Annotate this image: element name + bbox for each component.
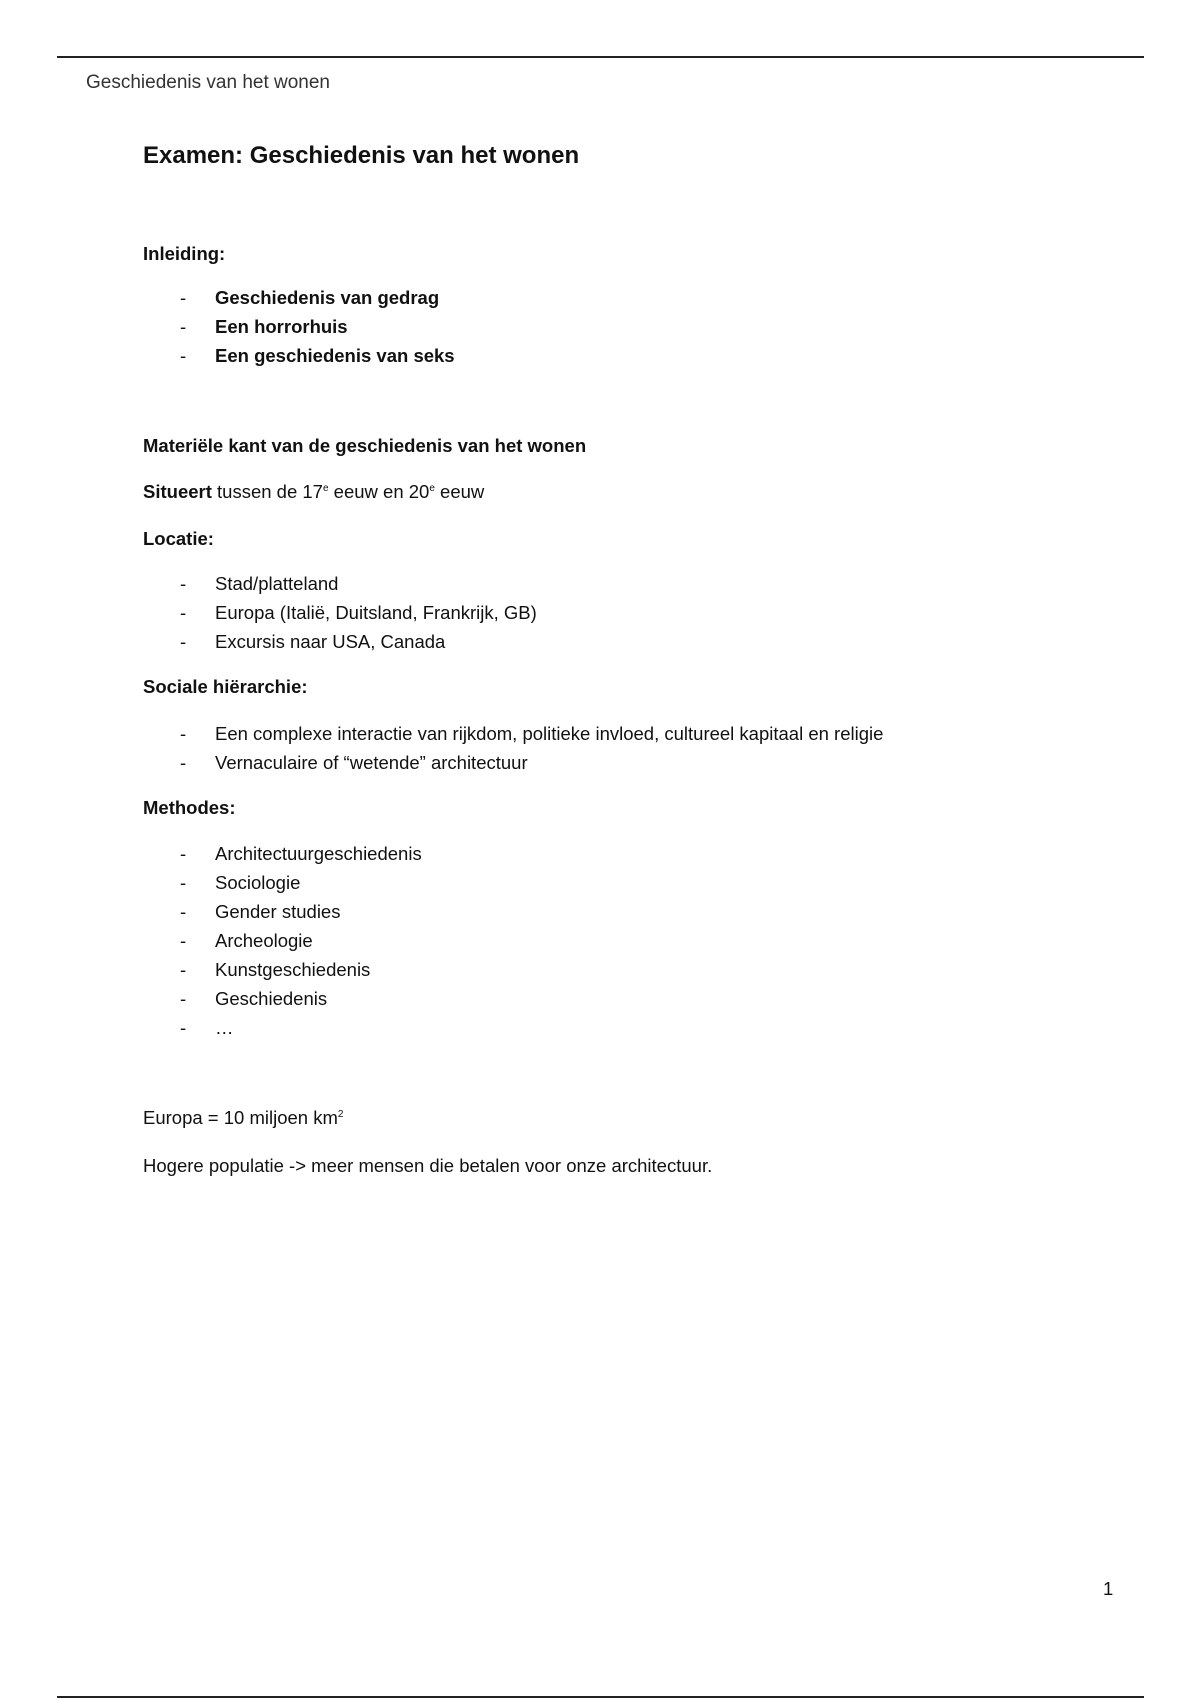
list-item-text: Een horrorhuis [215, 316, 348, 337]
list-item [143, 868, 422, 897]
list-item-text: … [215, 1017, 234, 1038]
list-item-text: Archeologie [215, 930, 313, 951]
intro-list [143, 283, 455, 370]
situeert-text-a: tussen de 17 [211, 481, 323, 502]
dash-bullet: - [180, 287, 187, 308]
list-item-text: Vernaculaire of “wetende” architectuur [215, 752, 528, 773]
dash-bullet: - [180, 930, 187, 951]
location-list-container [143, 569, 537, 656]
list-item [143, 283, 455, 312]
list-item [143, 926, 422, 955]
dash-bullet: - [180, 573, 187, 594]
social-list [143, 719, 883, 777]
dash-bullet: - [180, 872, 187, 893]
dash-bullet: - [180, 602, 187, 623]
dash-bullet: - [180, 631, 187, 652]
europe-text: Europa = 10 miljoen km [143, 1107, 338, 1128]
material-heading: Materiële kant van de geschiedenis van het wonen [143, 435, 587, 456]
list-item [143, 955, 422, 984]
list-item [143, 984, 422, 1013]
situeert-label: Situeert [143, 481, 212, 502]
situeert-line [143, 481, 484, 503]
list-item-text: Kunstgeschiedenis [215, 959, 371, 980]
europe-line [143, 1107, 343, 1129]
list-item-text: Europa (Italië, Duitsland, Frankrijk, GB) [215, 602, 537, 623]
intro-heading: Inleiding: [143, 243, 226, 264]
list-item-text: Een geschiedenis van seks [215, 345, 455, 366]
list-item [143, 897, 422, 926]
dash-bullet: - [180, 988, 187, 1009]
situeert-text-b: eeuw en 20 [328, 481, 430, 502]
document-title: Examen: Geschiedenis van het wonen [143, 142, 580, 169]
list-item-text: Excursis naar USA, Canada [215, 631, 446, 652]
list-item-text: Gender studies [215, 901, 341, 922]
methods-list-container [143, 839, 422, 1042]
list-item [143, 341, 455, 370]
header-rule [57, 56, 1144, 58]
methods-heading: Methodes: [143, 797, 236, 818]
intro-list-container [143, 283, 455, 370]
list-item-text: Geschiedenis [215, 988, 328, 1009]
page-number: 1 [1103, 1578, 1114, 1599]
list-item [143, 719, 883, 748]
dash-bullet: - [180, 345, 187, 366]
list-item-text: Een complexe interactie van rijkdom, politieke invloed, cultureel kapitaal en religie [215, 723, 884, 744]
social-heading: Sociale hiërarchie: [143, 676, 308, 697]
dash-bullet: - [180, 843, 187, 864]
dash-bullet: - [180, 1017, 187, 1038]
list-item-text: Geschiedenis van gedrag [215, 287, 440, 308]
location-heading: Locatie: [143, 528, 214, 549]
superscript-e: e [429, 482, 435, 494]
list-item [143, 1013, 422, 1042]
location-list [143, 569, 537, 656]
dash-bullet: - [180, 959, 187, 980]
list-item [143, 598, 537, 627]
running-header: Geschiedenis van het wonen [86, 72, 330, 93]
dash-bullet: - [180, 316, 187, 337]
social-list-container [143, 719, 883, 777]
list-item-text: Stad/platteland [215, 573, 339, 594]
list-item [143, 748, 883, 777]
superscript-e: e [322, 482, 329, 494]
list-item [143, 627, 537, 656]
dash-bullet: - [180, 901, 187, 922]
list-item [143, 569, 537, 598]
dash-bullet: - [180, 723, 187, 744]
list-item [143, 839, 422, 868]
dash-bullet: - [180, 752, 187, 773]
situeert-text-c: eeuw [434, 481, 485, 502]
population-line: Hogere populatie -> meer mensen die betalen voor onze architectuur. [143, 1155, 713, 1176]
footer-rule [57, 1696, 1144, 1698]
list-item-text: Architectuurgeschiedenis [215, 843, 422, 864]
methods-list [143, 839, 422, 1042]
superscript-2: 2 [337, 1108, 344, 1120]
list-item [143, 312, 455, 341]
list-item-text: Sociologie [215, 872, 301, 893]
